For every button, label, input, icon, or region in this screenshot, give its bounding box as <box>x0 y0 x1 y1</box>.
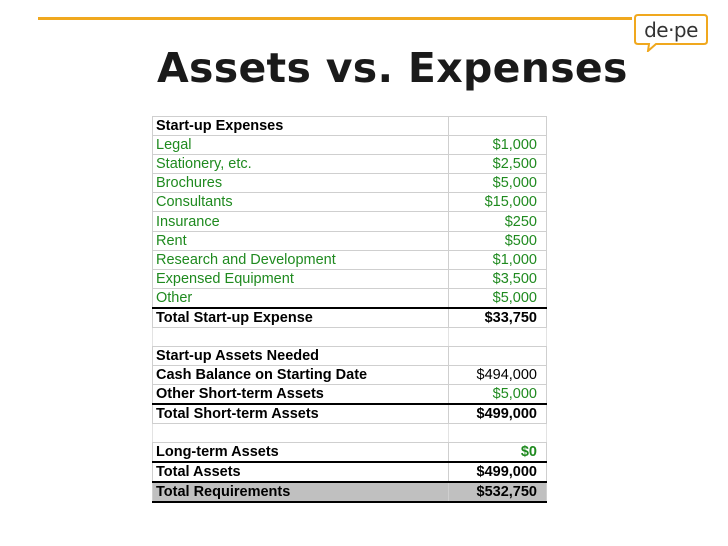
row-label: Total Start-up Expense <box>153 308 449 328</box>
row-amount: $5,000 <box>449 288 547 308</box>
table-row <box>153 250 547 269</box>
depe-logo <box>634 12 708 52</box>
row-label: Research and Development <box>153 250 449 269</box>
row-amount: $1,000 <box>449 136 547 155</box>
table-row <box>153 288 547 308</box>
row-amount: $5,000 <box>449 385 547 405</box>
table-row <box>153 193 547 212</box>
row-label: Expensed Equipment <box>153 269 449 288</box>
row-amount <box>449 346 547 365</box>
row-label: Total Short-term Assets <box>153 404 449 424</box>
row-label: Other Short-term Assets <box>153 385 449 405</box>
table-row <box>153 366 547 385</box>
row-label: Stationery, etc. <box>153 155 449 174</box>
row-amount: $499,000 <box>449 462 547 482</box>
table-row <box>153 174 547 193</box>
startup-requirements-table <box>152 116 547 503</box>
row-label: Total Assets <box>153 462 449 482</box>
row-amount: $532,750 <box>449 482 547 502</box>
row-amount: $2,500 <box>449 155 547 174</box>
table-row <box>153 404 547 424</box>
row-label: Rent <box>153 231 449 250</box>
table-row <box>153 346 547 365</box>
row-amount: $33,750 <box>449 308 547 328</box>
row-label: Start-up Expenses <box>153 117 449 136</box>
table-row <box>153 424 547 443</box>
table-row <box>153 482 547 502</box>
row-amount <box>449 327 547 346</box>
row-amount: $500 <box>449 231 547 250</box>
row-amount: $0 <box>449 443 547 463</box>
table-row <box>153 155 547 174</box>
row-amount <box>449 424 547 443</box>
slide-title: Assets vs. Expenses <box>157 44 628 92</box>
row-amount: $3,500 <box>449 269 547 288</box>
table-row <box>153 443 547 463</box>
table-row <box>153 136 547 155</box>
table-row <box>153 269 547 288</box>
row-amount: $15,000 <box>449 193 547 212</box>
row-amount: $250 <box>449 212 547 231</box>
row-amount: $494,000 <box>449 366 547 385</box>
table-row <box>153 117 547 136</box>
row-label: Start-up Assets Needed <box>153 346 449 365</box>
table-row <box>153 308 547 328</box>
top-accent-rule <box>38 17 632 20</box>
row-label: Legal <box>153 136 449 155</box>
row-amount: $5,000 <box>449 174 547 193</box>
row-label: Total Requirements <box>153 482 449 502</box>
row-label: Other <box>153 288 449 308</box>
row-label <box>153 424 449 443</box>
row-label: Brochures <box>153 174 449 193</box>
row-amount: $499,000 <box>449 404 547 424</box>
row-label: Consultants <box>153 193 449 212</box>
row-label: Insurance <box>153 212 449 231</box>
table-row <box>153 212 547 231</box>
table-row <box>153 231 547 250</box>
row-label: Long-term Assets <box>153 443 449 463</box>
row-label <box>153 327 449 346</box>
table-row <box>153 462 547 482</box>
row-amount: $1,000 <box>449 250 547 269</box>
row-label: Cash Balance on Starting Date <box>153 366 449 385</box>
table-row <box>153 327 547 346</box>
table-row <box>153 385 547 405</box>
row-amount <box>449 117 547 136</box>
svg-text:de·pe: de·pe <box>644 18 698 42</box>
